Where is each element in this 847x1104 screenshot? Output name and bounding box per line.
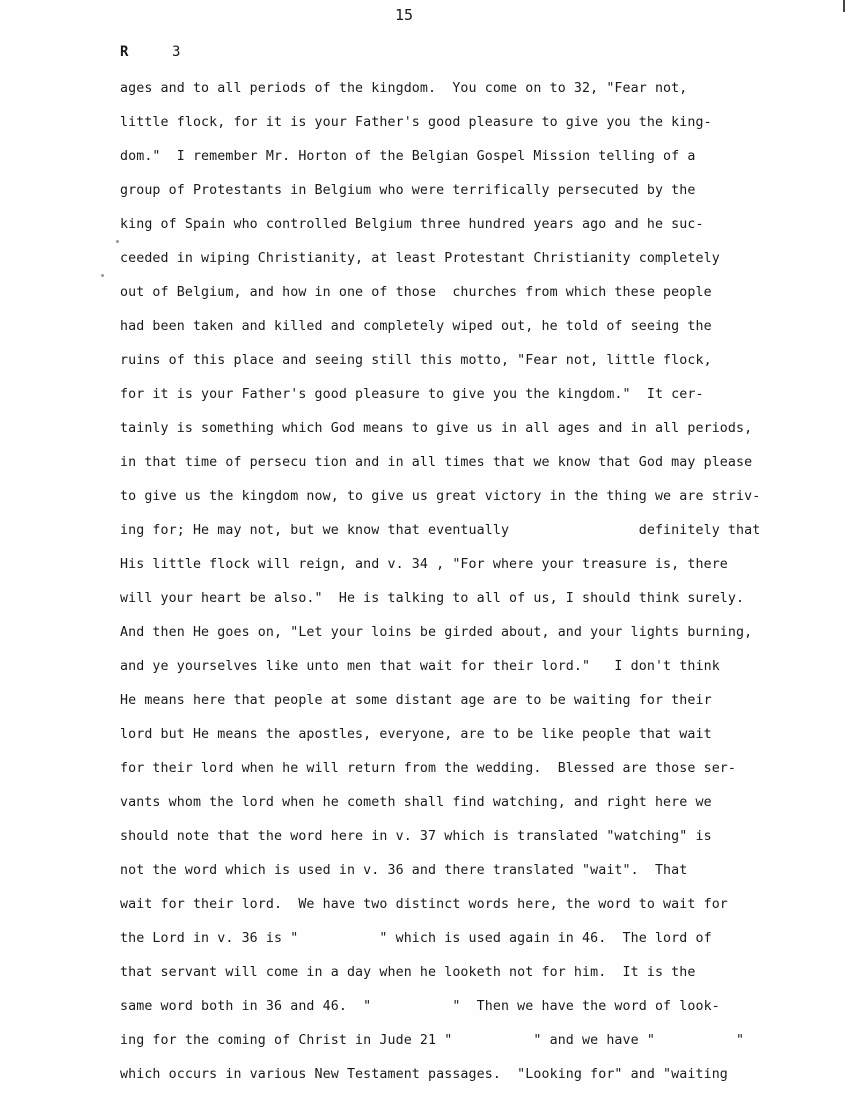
text-line: ruins of this place and seeing still this motto, "Fear not, little flock, — [120, 353, 712, 368]
text-line: same word both in 36 and 46. " " Then we have the word of look- — [120, 999, 720, 1014]
text-line: And then He goes on, "Let your loins be girded about, and your lights burning, — [120, 625, 753, 640]
text-line: ing for the coming of Christ in Jude 21 " " and we have " " — [120, 1033, 745, 1048]
text-line: should note that the word here in v. 37 which is translated "watching" is — [120, 829, 712, 844]
text-line: wait for their lord. We have two distinct words here, the word to wait for — [120, 897, 728, 912]
text-line: ages and to all periods of the kingdom. You come on to 32, "Fear not, — [120, 81, 688, 96]
text-line: for it is your Father's good pleasure to give you the kingdom." It cer- — [120, 387, 704, 402]
text-line: tainly is something which God means to give us in all ages and in all periods, — [120, 421, 753, 436]
text-line: lord but He means the apostles, everyone, are to be like people that wait — [120, 727, 712, 742]
page-edge-mark — [843, 0, 845, 12]
text-line: ing for; He may not, but we know that eventually definitely that — [120, 523, 761, 538]
section-letter: R — [120, 44, 129, 60]
text-line: His little flock will reign, and v. 34 , "For where your treasure is, there — [120, 557, 728, 572]
text-line: had been taken and killed and completely wiped out, he told of seeing the — [120, 319, 712, 334]
text-line: group of Protestants in Belgium who were terrifically persecuted by the — [120, 183, 696, 198]
text-line: king of Spain who controlled Belgium three hundred years ago and he suc- — [120, 217, 704, 232]
text-line: He means here that people at some distant age are to be waiting for their — [120, 693, 712, 708]
text-line: to give us the kingdom now, to give us great victory in the thing we are striv- — [120, 489, 761, 504]
text-line: ceeded in wiping Christianity, at least Protestant Christianity completely — [120, 251, 720, 266]
text-line: that servant will come in a day when he looketh not for him. It is the — [120, 965, 696, 980]
text-line: in that time of persecu tion and in all times that we know that God may please — [120, 455, 753, 470]
text-line: will your heart be also." He is talking to all of us, I should think surely. — [120, 591, 745, 606]
text-line: not the word which is used in v. 36 and there translated "wait". That — [120, 863, 688, 878]
text-line: and ye yourselves like unto men that wait for their lord." I don't think — [120, 659, 720, 674]
text-line: the Lord in v. 36 is " " which is used again in 46. The lord of — [120, 931, 712, 946]
page-number: 15 — [395, 6, 414, 24]
paper-speck — [101, 274, 104, 277]
text-line: little flock, for it is your Father's good pleasure to give you the king- — [120, 115, 712, 130]
section-number: 3 — [172, 44, 181, 60]
section-header — [120, 44, 180, 60]
transcript-body — [120, 72, 790, 1092]
paper-speck — [116, 240, 119, 243]
text-line: out of Belgium, and how in one of those churches from which these people — [120, 285, 712, 300]
text-line: for their lord when he will return from the wedding. Blessed are those ser- — [120, 761, 737, 776]
text-line: dom." I remember Mr. Horton of the Belgian Gospel Mission telling of a — [120, 149, 696, 164]
text-line: which occurs in various New Testament passages. "Looking for" and "waiting — [120, 1067, 728, 1082]
text-line: vants whom the lord when he cometh shall find watching, and right here we — [120, 795, 712, 810]
